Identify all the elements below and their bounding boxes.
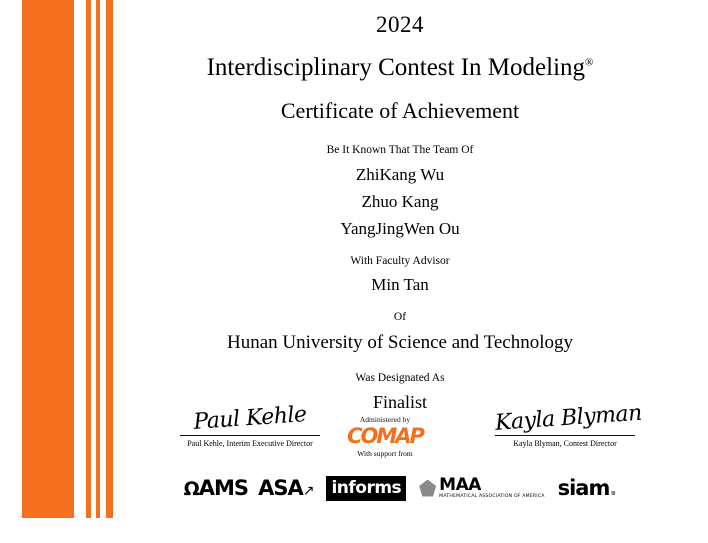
signature-name-left: Paul Kehle, Interim Executive Director: [187, 439, 313, 448]
sponsor-maa-logo: [419, 474, 545, 500]
decorative-bar-thin-2: [96, 0, 100, 518]
decorative-bar-thin-1: [86, 0, 91, 518]
ams-omega-icon: Ω: [183, 478, 199, 500]
advisor-name: Min Tan: [371, 275, 429, 294]
administered-by-label: Administered by: [359, 415, 411, 424]
sponsor-maa-label: MAA: [439, 474, 481, 495]
contest-name-text: Interdisciplinary Contest In Modeling: [206, 54, 586, 81]
sponsor-siam-label: siam: [557, 476, 610, 500]
page-title: Certificate of Achievement: [280, 98, 520, 123]
advisor-label: With Faculty Advisor: [350, 255, 450, 267]
sponsor-asa-label: ASA: [258, 476, 303, 500]
comap-logo: COMAP: [347, 424, 423, 448]
sponsor-maa-subtitle: MATHEMATICAL ASSOCIATION OF AMERICA: [439, 493, 545, 499]
signature-script-right: Kayla Blyman: [494, 400, 643, 436]
certificate-year: 2024: [376, 12, 424, 37]
maa-pentagon-icon: [419, 480, 436, 497]
sponsor-informs-label: informs: [326, 476, 406, 501]
team-member-2: Zhuo Kang: [361, 192, 439, 211]
signature-block-right: [494, 400, 643, 448]
designation-label: Was Designated As: [355, 372, 445, 384]
support-label: With support from: [357, 449, 413, 458]
sponsor-logo-row: [120, 472, 680, 504]
institution-name: Hunan University of Science and Technology: [226, 332, 574, 353]
sponsor-ams-logo: [184, 476, 248, 500]
award-name: Finalist: [372, 392, 427, 412]
of-label: Of: [393, 311, 407, 323]
contest-name: [120, 54, 680, 82]
decorative-bar-wide: [22, 0, 74, 518]
team-label: Be It Known That The Team Of: [326, 144, 474, 156]
administration-block: [330, 415, 440, 458]
team-member-1: ZhiKang Wu: [355, 165, 445, 184]
signature-script-left: Paul Kehle: [192, 402, 308, 435]
certificate-body: [120, 0, 680, 413]
asa-flourish-icon: ↗: [302, 483, 314, 499]
registered-mark: ®: [585, 56, 594, 69]
signature-name-right: Kayla Blyman, Contest Director: [513, 439, 617, 448]
decorative-bar-thin-3: [106, 0, 113, 518]
signature-block-left: [180, 402, 320, 448]
siam-dot-icon: .: [609, 476, 617, 500]
team-member-3: YangJingWen Ou: [340, 219, 460, 238]
sponsor-ams-label: AMS: [198, 476, 249, 500]
sponsor-informs-logo: [326, 476, 406, 501]
sponsor-asa-logo: [258, 476, 314, 500]
sponsor-siam-logo: [558, 476, 617, 500]
